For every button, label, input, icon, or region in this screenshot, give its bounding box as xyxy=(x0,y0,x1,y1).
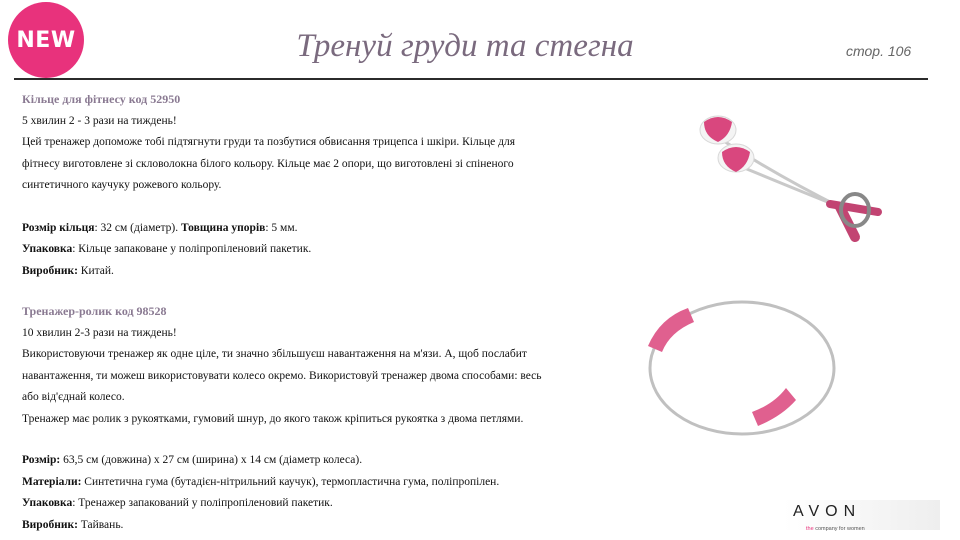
packaging-value: : Кільце запаковане у поліпропіленовий пакетик. xyxy=(72,243,312,255)
product1-frequency: 5 хвилин 2 - 3 рази на тиждень! xyxy=(22,114,177,127)
materials-label: Матеріали: xyxy=(22,475,82,488)
maker-label: Виробник: xyxy=(22,518,78,531)
product1-section xyxy=(22,89,515,282)
page-number: стор. 106 xyxy=(846,43,912,59)
product2-size xyxy=(22,450,542,472)
product2-section xyxy=(22,301,542,536)
size-value: 63,5 см (довжина) x 27 см (ширина) x 14 см (діаметр колеса). xyxy=(60,454,363,466)
packaging-value: : Тренажер запакований у поліпропіленовий пакетик. xyxy=(72,497,333,509)
product2-packaging xyxy=(22,493,542,515)
packaging-label: Упаковка xyxy=(22,243,73,255)
product2-maker xyxy=(22,515,542,537)
tagline-prefix: the xyxy=(806,526,816,532)
new-badge xyxy=(8,2,84,78)
size-value: : 32 см (діаметр). xyxy=(94,221,182,234)
product2-description-line-2: навантаження, ти можеш використовувати колесо окремо. Використовуй тренажер двома способами: весь xyxy=(22,369,542,382)
packaging-label: Упаковка xyxy=(22,497,73,509)
product1-description-line-2: фітнесу виготовлене зі скловолокна білого кольору. Кільце має 2 опори, що виготовлені зі спіненого xyxy=(22,157,514,170)
avon-logo: AVON xyxy=(793,503,862,520)
product2-description-line-1: Використовуючи тренажер як одне ціле, ти значно збільшуєш навантаження на м'язи. А, щоб послабит xyxy=(22,348,527,360)
thickness-value: : 5 мм. xyxy=(265,221,298,234)
product2-description-line-3: або від'єднай колесо. xyxy=(22,391,125,403)
tagline-text: company for women xyxy=(815,526,865,532)
maker-label: Виробник: xyxy=(22,264,78,277)
product2-heading: Тренажер-ролик код 98528 xyxy=(22,304,167,318)
product2-description-line-4: Тренажер має ролик з рукоятками, гумовий шнур, до якого також кріпиться рукоятка з двома петлями. xyxy=(22,412,524,425)
product1-description-line-1: Цей тренажер допоможе тобі підтягнути груди та позбутися обвисання трицепса і шкіри. Кільце для xyxy=(22,136,515,148)
product1-heading: Кільце для фітнесу код 52950 xyxy=(22,92,181,106)
maker-value: Тайвань. xyxy=(77,518,124,531)
product1-packaging xyxy=(22,239,515,261)
product1-description-line-3: синтетичного каучуку рожевого кольору. xyxy=(22,179,222,191)
product1-size xyxy=(22,218,515,240)
new-badge-label: NEW xyxy=(16,27,76,53)
header-divider xyxy=(14,78,928,80)
avon-tagline xyxy=(806,526,865,532)
maker-value: Китай. xyxy=(77,264,114,277)
roller-trainer-image xyxy=(690,92,910,252)
product2-frequency: 10 хвилин 2-3 рази на тиждень! xyxy=(22,326,177,339)
fitness-ring-image xyxy=(632,288,842,438)
thickness-label: Товщина упорів xyxy=(181,221,266,234)
materials-value: Синтетична гума (бутадієн-нітрильний каучук), термопластична гума, поліпропілен. xyxy=(81,475,500,488)
page-title: Тренуй груди та стегна xyxy=(296,28,634,64)
product1-maker xyxy=(22,261,515,283)
size-label: Розмір: xyxy=(22,454,61,466)
size-label: Розмір кільця xyxy=(22,221,95,234)
product2-materials xyxy=(22,472,542,494)
